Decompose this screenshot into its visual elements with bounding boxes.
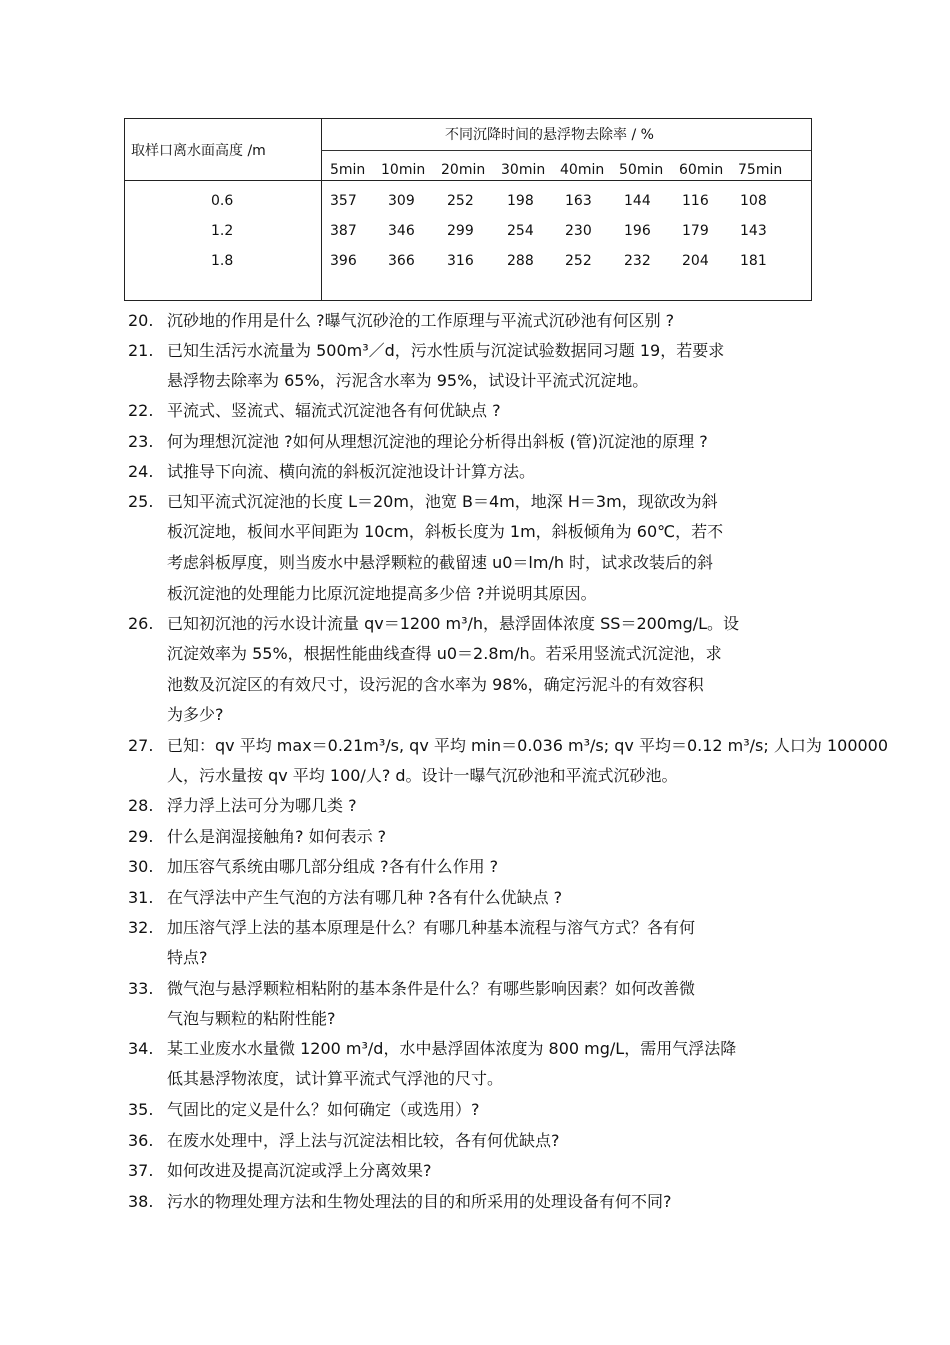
question-number: 31.: [128, 888, 154, 907]
question-text: 微气泡与悬浮颗粒相粘附的基本条件是什么？有哪些影响因素？如何改善微: [167, 979, 696, 998]
table-cell: 396: [330, 253, 357, 269]
question-number: 21.: [128, 341, 154, 360]
question-text: 加压溶气浮上法的基本原理是什么？有哪几种基本流程与溶气方式？各有何: [167, 918, 696, 937]
question-text: 试推导下向流、横向流的斜板沉淀池设计计算方法。: [167, 462, 536, 481]
table-cell: 299: [447, 223, 474, 239]
row-label: 0.6: [211, 193, 234, 209]
table-cell: 179: [682, 223, 709, 239]
column-header: 10min: [381, 162, 426, 178]
question-number: 35.: [128, 1100, 154, 1119]
question-text: 沉淀效率为 55%，根据性能曲线查得 u0＝2.8m/h。若采用竖流式沉淀池，求: [167, 644, 722, 663]
question-text: 平流式、竖流式、辐流式沉淀池各有何优缺点 ?: [167, 401, 501, 420]
column-header: 75min: [738, 162, 783, 178]
question-text: 加压容气系统由哪几部分组成 ?各有什么作用 ?: [167, 857, 499, 876]
column-header: 60min: [679, 162, 724, 178]
question-number: 29.: [128, 827, 154, 846]
question-number: 33.: [128, 979, 154, 998]
table-cell: 204: [682, 253, 709, 269]
question-number: 28.: [128, 796, 154, 815]
question-number: 30.: [128, 857, 154, 876]
question-text: 已知：qv 平均 max＝0.21m³/s, qv 平均 min＝0.036 m³/s; qv 平均＝0.12 m³/s; 人口为 100000: [167, 736, 889, 755]
question-text: 考虑斜板厚度，则当废水中悬浮颗粒的截留速 u0＝lm/h 时，试求改装后的斜: [167, 553, 714, 572]
column-header: 40min: [560, 162, 605, 178]
table-cell: 357: [330, 193, 357, 209]
table-cell: 181: [740, 253, 767, 269]
question-number: 25.: [128, 492, 154, 511]
table-cell: 232: [624, 253, 651, 269]
question-text: 低其悬浮物浓度，试计算平流式气浮池的尺寸。: [167, 1069, 504, 1088]
table-cell: 144: [624, 193, 651, 209]
question-number: 37.: [128, 1161, 154, 1180]
table-cell: 252: [447, 193, 474, 209]
table-cell: 198: [507, 193, 534, 209]
settling-data-table: [124, 118, 812, 301]
question-number: 32.: [128, 918, 154, 937]
table-cell: 196: [624, 223, 651, 239]
group-header: 不同沉降时间的悬浮物去除率 / %: [445, 127, 654, 143]
question-text: 池数及沉淀区的有效尺寸，设污泥的含水率为 98%，确定污泥斗的有效容积: [167, 675, 704, 694]
question-number: 20.: [128, 311, 154, 330]
question-number: 38.: [128, 1192, 154, 1211]
table-cell: 387: [330, 223, 357, 239]
question-number: 22.: [128, 401, 154, 420]
question-text: 已知平流式沉淀池的长度 L＝20m，池宽 B＝4m，地深 H＝3m，现欲改为斜: [167, 492, 718, 511]
row-label: 1.2: [211, 223, 234, 239]
question-text: 污水的物理处理方法和生物处理法的目的和所采用的处理设备有何不同?: [167, 1192, 672, 1211]
question-number: 23.: [128, 432, 154, 451]
question-number: 34.: [128, 1039, 154, 1058]
question-text: 已知生活污水流量为 500m³／d，污水性质与沉淀试验数据同习题 19，若要求: [167, 341, 725, 360]
table-cell: 366: [388, 253, 415, 269]
table-divider-subheader: [321, 150, 811, 151]
column-header: 20min: [441, 162, 486, 178]
question-text: 人，污水量按 qv 平均 100/人? d。设计一曝气沉砂池和平流式沉砂池。: [167, 766, 678, 785]
table-cell: 288: [507, 253, 534, 269]
table-divider-vertical: [321, 119, 322, 300]
table-cell: 316: [447, 253, 474, 269]
question-text: 沉砂地的作用是什么 ?曝气沉砂沧的工作原理与平流式沉砂池有何区别 ?: [167, 311, 675, 330]
question-text: 板沉淀地，板间水平间距为 10cm，斜板长度为 1m，斜板倾角为 60℃，若不: [167, 522, 724, 541]
table-cell: 252: [565, 253, 592, 269]
question-text: 浮力浮上法可分为哪几类 ?: [167, 796, 357, 815]
question-number: 36.: [128, 1131, 154, 1150]
row-header: 取样口离水面高度 /m: [131, 143, 266, 159]
table-divider-header: [125, 180, 811, 181]
column-header: 30min: [501, 162, 546, 178]
table-cell: 230: [565, 223, 592, 239]
question-text: 气固比的定义是什么？如何确定（或选用）?: [167, 1100, 480, 1119]
column-header: 50min: [619, 162, 664, 178]
row-label: 1.8: [211, 253, 234, 269]
question-text: 气泡与颗粒的粘附性能?: [167, 1009, 336, 1028]
question-text: 特点?: [167, 948, 208, 967]
table-cell: 254: [507, 223, 534, 239]
table-cell: 116: [682, 193, 709, 209]
question-text: 某工业废水水量微 1200 m³/d，水中悬浮固体浓度为 800 mg/L，需用气浮法降: [167, 1039, 737, 1058]
table-cell: 346: [388, 223, 415, 239]
question-number: 26.: [128, 614, 154, 633]
table-cell: 309: [388, 193, 415, 209]
table-cell: 143: [740, 223, 767, 239]
question-number: 24.: [128, 462, 154, 481]
question-text: 如何改进及提高沉淀或浮上分离效果?: [167, 1161, 432, 1180]
table-cell: 108: [740, 193, 767, 209]
question-text: 何为理想沉淀池 ?如何从理想沉淀池的理论分析得出斜板 (管)沉淀池的原理 ?: [167, 432, 708, 451]
question-text: 什么是润湿接触角? 如何表示 ?: [167, 827, 387, 846]
question-text: 悬浮物去除率为 65%，污泥含水率为 95%，试设计平流式沉淀地。: [167, 371, 649, 390]
question-text: 已知初沉池的污水设计流量 qv＝1200 m³/h，悬浮固体浓度 SS＝200mg/L。设: [167, 614, 740, 633]
table-cell: 163: [565, 193, 592, 209]
question-text: 板沉淀池的处理能力比原沉淀地提高多少倍 ?并说明其原因。: [167, 584, 597, 603]
column-header: 5min: [330, 162, 366, 178]
question-text: 在废水处理中，浮上法与沉淀法相比较，各有何优缺点?: [167, 1131, 560, 1150]
question-number: 27.: [128, 736, 154, 755]
question-text: 为多少?: [167, 705, 224, 724]
question-text: 在气浮法中产生气泡的方法有哪几种 ?各有什么优缺点 ?: [167, 888, 563, 907]
